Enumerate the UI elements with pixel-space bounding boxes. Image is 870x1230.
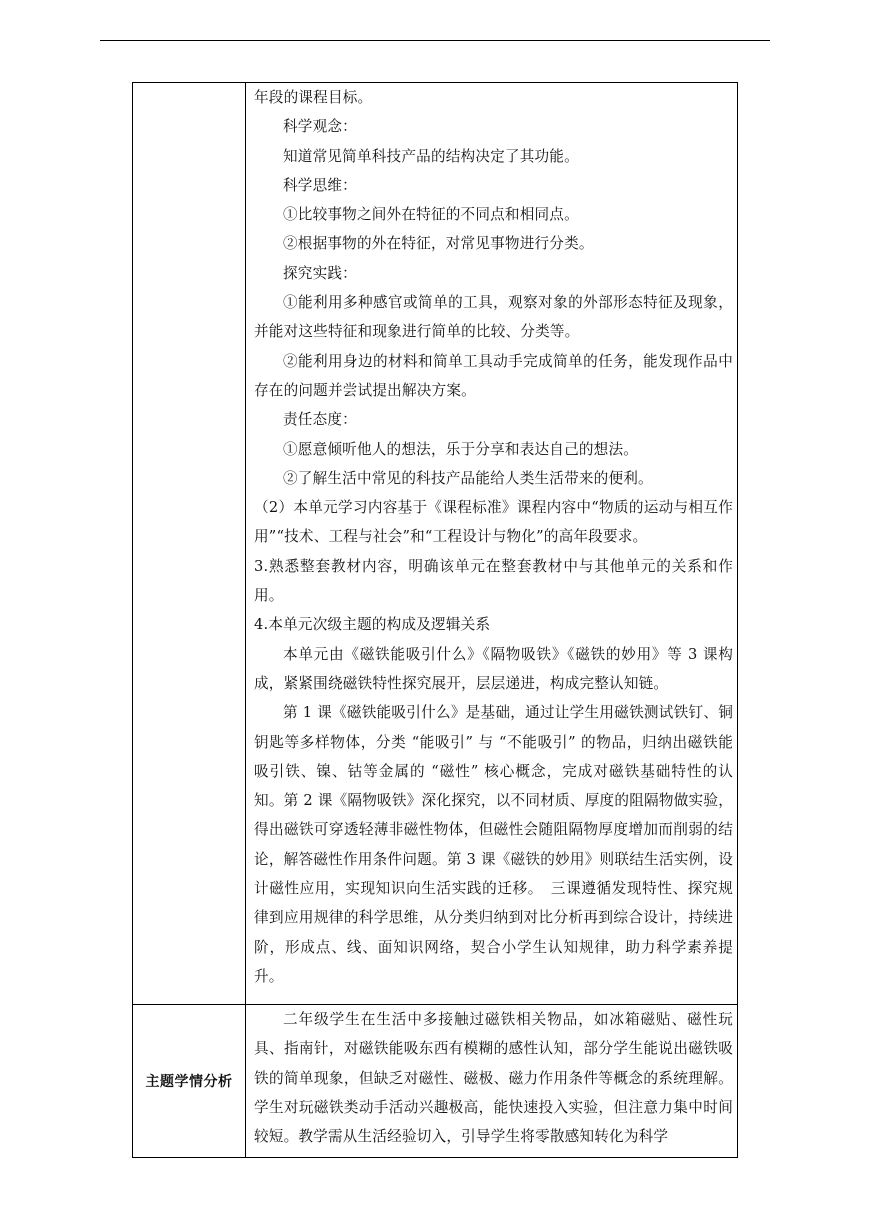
paragraph: （2）本单元学习内容基于《课程标准》课程内容中“物质的运动与相互作用”“技术、工程与社会”和“工程设计与物化”的高年段要求。 (254, 499, 733, 546)
paragraph: 责任态度： (283, 411, 357, 429)
paragraph: ②根据事物的外在特征，对常见事物进行分类。 (283, 235, 594, 253)
learner-analysis-content (246, 1005, 737, 1157)
paragraph: 本单元由《磁铁能吸引什么》《隔物吸铁》《磁铁的妙用》等 3 课构成，紧紧围绕磁铁特性探究展开，层层递进，构成完整认知链。 (254, 645, 733, 692)
row-content-cell (246, 1005, 738, 1158)
lesson-plan-table (132, 82, 738, 1158)
table-row (133, 83, 738, 1005)
paragraph: 4.本单元次级主题的构成及逻辑关系 (254, 616, 491, 634)
row-label-cell (133, 83, 246, 1005)
paragraph: 年段的课程目标。 (254, 89, 373, 106)
unit-goals-content (246, 83, 737, 997)
header-rule (100, 40, 770, 41)
paragraph: 第 1 课《磁铁能吸引什么》是基础，通过让学生用磁铁测试铁钉、铜钥匙等多样物体，分类 “能吸引” 与 “不能吸引” 的物品，归纳出磁铁能吸引铁、镍、钴等金属的 “磁性” 核心概念，完成对磁铁基础特性的认知。第 2 课《隔物吸铁》深化探究，以不同材质、厚度的阻隔物做实验，得出磁铁可穿透轻薄非磁性物体，但磁性会随阻隔物厚度增加而削弱的结论，解答磁性作用条件问题。第 3 课《磁铁的妙用》则联结生活实例，设计磁性应用，实现知识向生活实践的迁移。 三课遵循发现特性、探究规律到应用规律的科学思维，从分类归纳到对比分析再到综合设计，持续进阶，形成点、线、面知识网络，契合小学生认知规律，助力科学素养提升。 (254, 704, 733, 985)
paragraph: 3.熟悉整套教材内容，明确该单元在整套教材中与其他单元的关系和作用。 (254, 557, 733, 605)
paragraph: ①能利用多种感官或简单的工具，观察对象的外部形态特征及现象，并能对这些特征和现象进行简单的比较、分类等。 (254, 294, 733, 341)
paragraph: 知道常见简单科技产品的结构决定了其功能。 (283, 147, 579, 165)
paragraph: ②能利用身边的材料和简单工具动手完成简单的任务，能发现作品中存在的问题并尝试提出解决方案。 (254, 352, 733, 399)
paragraph: 二年级学生在生活中多接触过磁铁相关物品，如冰箱磁贴、磁性玩具、指南针，对磁铁能吸东西有模糊的感性认知，部分学生能说出磁铁吸铁的简单现象，但缺乏对磁性、磁极、磁力作用条件等概念的系统理解。学生对玩磁铁类动手活动兴趣极高，能快速投入实验，但注意力集中时间较短。教学需从生活经验切入，引导学生将零散感知转化为科学 (254, 1011, 733, 1146)
row-label-cell (133, 1005, 246, 1158)
paragraph: 探究实践： (283, 264, 357, 282)
paragraph: ①愿意倾听他人的想法，乐于分享和表达自己的想法。 (283, 440, 639, 458)
paragraph: ①比较事物之间外在特征的不同点和相同点。 (283, 206, 579, 224)
paragraph: 科学思维： (283, 176, 357, 194)
row-label-learner-analysis: 主题学情分析 (145, 1074, 233, 1091)
paragraph: 科学观念： (283, 118, 357, 136)
row-content-cell (246, 83, 738, 1005)
paragraph: ②了解生活中常见的科技产品能给人类生活带来的便利。 (283, 469, 653, 487)
table-row (133, 1005, 738, 1158)
